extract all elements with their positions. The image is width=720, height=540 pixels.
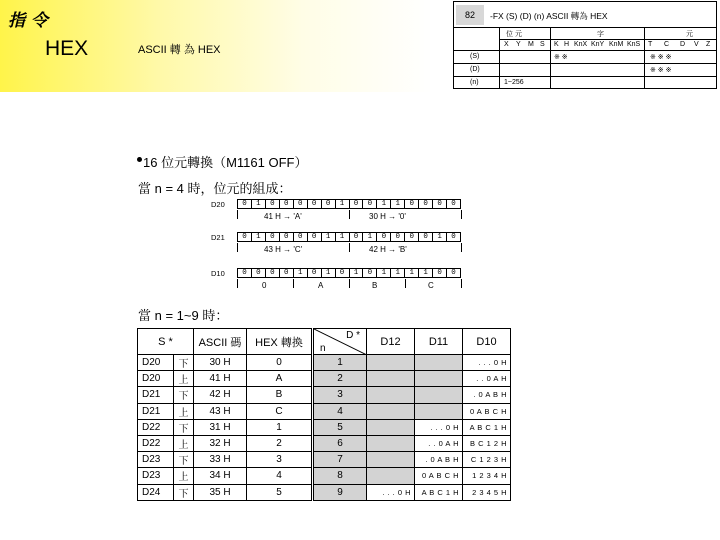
- register-cell: D23: [138, 452, 174, 468]
- spec-col-kny: KnY: [591, 41, 605, 48]
- spec-col-m: M: [528, 41, 534, 48]
- result-table-header: [314, 329, 511, 355]
- ascii-table-row: [138, 484, 312, 500]
- result-table-row: [314, 403, 511, 419]
- nibble-tick: [461, 243, 462, 252]
- d10-cell: 1 2 3 4 H: [463, 468, 511, 484]
- col-s-star: S *: [138, 329, 194, 355]
- nibble-tick: [405, 279, 406, 288]
- spec-row-s: (S): [470, 53, 480, 60]
- d11-cell: [415, 371, 463, 387]
- d11-cell: . . . 0 H: [415, 419, 463, 435]
- bit-cell: 0: [238, 200, 252, 208]
- d10-cell: . . 0 A H: [463, 371, 511, 387]
- ascii-cell: 30 H: [194, 355, 247, 371]
- nibble-tick: [349, 243, 350, 252]
- bit-cell: 0: [451, 269, 456, 277]
- spec-col-c: C: [664, 41, 670, 48]
- spec-group-word: 字: [597, 31, 604, 38]
- n-cell: 2: [314, 371, 367, 387]
- spec-divider: [644, 28, 645, 89]
- register-cell: D21: [138, 403, 174, 419]
- bit-cell: 0: [280, 200, 294, 208]
- bit-cell: 1: [252, 233, 266, 241]
- d10-cell: 0 A B C H: [463, 403, 511, 419]
- bit-cell: 0: [363, 200, 377, 208]
- spec-col-t: T: [648, 41, 653, 48]
- bit-group-note: C: [428, 281, 434, 290]
- n-cell: 7: [314, 452, 367, 468]
- bit-cell: 0: [238, 269, 252, 277]
- col-hex: HEX 轉換: [247, 329, 312, 355]
- hex-cell: 3: [247, 452, 312, 468]
- nibble-tick: [237, 210, 238, 219]
- d10-cell: B C 1 2 H: [463, 435, 511, 451]
- bit-cell: 0: [391, 233, 405, 241]
- byte-pos-cell: 上: [174, 403, 194, 419]
- bit-cell: 0: [322, 200, 336, 208]
- bit-cell: 0: [419, 233, 433, 241]
- byte-pos-cell: 上: [174, 371, 194, 387]
- instruction-label: 指 令: [8, 11, 48, 31]
- bit-cell: 1: [294, 269, 308, 277]
- bit-cell: 0: [308, 269, 322, 277]
- bit-row: [237, 199, 461, 209]
- byte-pos-cell: 上: [174, 435, 194, 451]
- spec-row-d: (D): [470, 66, 480, 73]
- bit-cell: 0: [433, 200, 447, 208]
- d11-cell: A B C 1 H: [415, 484, 463, 500]
- ascii-table-row: [138, 419, 312, 435]
- d10-cell: C 1 2 3 H: [463, 452, 511, 468]
- result-table-row: [314, 371, 511, 387]
- n-label: n: [320, 343, 326, 354]
- bit-cell: 0: [451, 233, 456, 241]
- result-table-row: [314, 355, 511, 371]
- spec-col-k: K: [554, 41, 559, 48]
- spec-col-v: V: [694, 41, 699, 48]
- byte-pos-cell: 下: [174, 419, 194, 435]
- col-ascii: ASCII 碼: [194, 329, 247, 355]
- bit-group-note: 41 H → 'A': [264, 212, 302, 221]
- bit-cell: 0: [363, 269, 377, 277]
- n-cell: 1: [314, 355, 367, 371]
- d11-cell: [415, 403, 463, 419]
- byte-pos-cell: 上: [174, 468, 194, 484]
- bit-cell: 1: [405, 269, 419, 277]
- bit-row-register: D10: [211, 269, 225, 278]
- bit-cell: 1: [336, 233, 350, 241]
- spec-col-h: H: [564, 41, 570, 48]
- spec-group-bit: 位 元: [506, 31, 522, 38]
- bit-cell: 0: [377, 233, 391, 241]
- spec-header-text: -FX (S) (D) (n) ASCII 轉為 HEX: [490, 11, 608, 21]
- bit-cell: 1: [391, 269, 405, 277]
- byte-pos-cell: 下: [174, 484, 194, 500]
- bit-cell: 0: [308, 233, 322, 241]
- result-table-row: [314, 419, 511, 435]
- bit-group-note: 30 H → '0': [369, 212, 406, 221]
- register-cell: D20: [138, 371, 174, 387]
- d11-cell: 0 A B C H: [415, 468, 463, 484]
- result-table: [313, 328, 511, 501]
- bit-cell: 0: [451, 200, 456, 208]
- spec-col-knx: KnX: [574, 41, 588, 48]
- ascii-cell: 42 H: [194, 387, 247, 403]
- bit-group-note: 43 H → 'C': [264, 245, 303, 254]
- d11-cell: [415, 355, 463, 371]
- spec-marks-d-tcd: ※ ※ ※: [650, 67, 672, 74]
- nibble-tick: [349, 210, 350, 219]
- bit-cell: 0: [350, 233, 364, 241]
- d10-cell: 2 3 4 5 H: [463, 484, 511, 500]
- bit-cell: 0: [336, 269, 350, 277]
- col-d12: D12: [367, 329, 415, 355]
- spec-col-d: D: [680, 41, 686, 48]
- bit-group-note: 0: [262, 281, 267, 290]
- spec-header-row: [454, 2, 716, 28]
- mode-bullet: 16 位元轉換（M1161 OFF）: [143, 152, 307, 171]
- bit-cell: 0: [433, 269, 447, 277]
- instruction-description: ASCII 轉 為 HEX: [138, 44, 221, 56]
- result-table-body: [314, 355, 511, 501]
- spec-marks-s-tcd: ※ ※ ※: [650, 54, 672, 61]
- bit-cell: 1: [336, 200, 350, 208]
- byte-pos-cell: 下: [174, 355, 194, 371]
- col-d10: D10: [463, 329, 511, 355]
- ascii-table-row: [138, 403, 312, 419]
- nibble-tick: [237, 243, 238, 252]
- bit-cell: 0: [280, 233, 294, 241]
- hex-cell: B: [247, 387, 312, 403]
- hex-cell: A: [247, 371, 312, 387]
- ascii-cell: 33 H: [194, 452, 247, 468]
- bit-cell: 0: [419, 200, 433, 208]
- ascii-table-header: [138, 329, 312, 355]
- col-d11: D11: [415, 329, 463, 355]
- spec-n-range: 1~256: [504, 79, 524, 86]
- ascii-table-row: [138, 435, 312, 451]
- bit-cell: 1: [363, 233, 377, 241]
- spec-col-y: Y: [516, 41, 521, 48]
- result-table-row: [314, 468, 511, 484]
- result-table-row: [314, 435, 511, 451]
- bit-cell: 0: [405, 200, 419, 208]
- spec-col-z: Z: [706, 41, 711, 48]
- n-cell: 4: [314, 403, 367, 419]
- d11-cell: . 0 A B H: [415, 452, 463, 468]
- hex-cell: C: [247, 403, 312, 419]
- bit-cell: 1: [433, 233, 447, 241]
- byte-pos-cell: 下: [174, 387, 194, 403]
- d12-cell: [367, 371, 415, 387]
- ascii-cell: 32 H: [194, 435, 247, 451]
- bit-cell: 0: [266, 200, 280, 208]
- nibble-tick: [349, 279, 350, 288]
- spec-col-kns: KnS: [627, 41, 641, 48]
- instruction-name: HEX: [45, 37, 89, 60]
- ascii-table-body: [138, 355, 312, 501]
- bit-cell: 1: [322, 233, 336, 241]
- spec-marks-s-kh: ※ ※: [554, 54, 568, 61]
- bit-group-note: 42 H → 'B': [369, 245, 407, 254]
- ascii-cell: 34 H: [194, 468, 247, 484]
- spec-divider: [454, 63, 717, 64]
- ascii-table-row: [138, 452, 312, 468]
- hex-cell: 0: [247, 355, 312, 371]
- ascii-cell: 43 H: [194, 403, 247, 419]
- ascii-table-row: [138, 355, 312, 371]
- bit-cell: 1: [377, 269, 391, 277]
- d11-cell: . . 0 A H: [415, 435, 463, 451]
- d10-cell: . . . 0 H: [463, 355, 511, 371]
- hex-cell: 1: [247, 419, 312, 435]
- nibble-tick: [237, 279, 238, 288]
- ascii-table-row: [138, 387, 312, 403]
- bit-cell: 0: [252, 269, 266, 277]
- nibble-tick: [461, 210, 462, 219]
- bit-cell: 0: [308, 200, 322, 208]
- bit-group-note: A: [318, 281, 324, 290]
- bit-cell: 0: [238, 233, 252, 241]
- spec-divider: [500, 39, 717, 40]
- d12-cell: [367, 435, 415, 451]
- bit-cell: 0: [350, 200, 364, 208]
- operand-spec-box: [453, 1, 717, 89]
- spec-divider: [454, 50, 717, 51]
- bit-cell: 0: [280, 269, 294, 277]
- dstar-label: D *: [346, 330, 360, 341]
- bit-group-note: B: [372, 281, 378, 290]
- n-cell: 6: [314, 435, 367, 451]
- spec-divider: [454, 76, 717, 77]
- spec-col-s: S: [540, 41, 545, 48]
- spec-col-knm: KnM: [609, 41, 624, 48]
- d10-cell: . 0 A B H: [463, 387, 511, 403]
- register-cell: D23: [138, 468, 174, 484]
- d12-cell: [367, 452, 415, 468]
- d12-cell: [367, 387, 415, 403]
- d11-cell: [415, 387, 463, 403]
- register-cell: D22: [138, 419, 174, 435]
- d12-cell: [367, 403, 415, 419]
- hex-cell: 2: [247, 435, 312, 451]
- hex-cell: 4: [247, 468, 312, 484]
- n-cell: 3: [314, 387, 367, 403]
- bit-cell: 1: [391, 200, 405, 208]
- register-cell: D20: [138, 355, 174, 371]
- bit-cell: 0: [294, 200, 308, 208]
- spec-divider: [550, 28, 551, 89]
- bit-cell: 0: [294, 233, 308, 241]
- heading-n-1-to-9: 當 n = 1~9 時：: [138, 308, 229, 323]
- ascii-cell: 31 H: [194, 419, 247, 435]
- nibble-tick: [461, 279, 462, 288]
- bit-cell: 0: [405, 233, 419, 241]
- bit-cell: 1: [252, 200, 266, 208]
- register-cell: D24: [138, 484, 174, 500]
- bit-cell: 0: [266, 269, 280, 277]
- result-table-row: [314, 452, 511, 468]
- bit-cell: 1: [419, 269, 433, 277]
- bit-row-register: D20: [211, 200, 225, 209]
- d12-cell: [367, 468, 415, 484]
- n-cell: 8: [314, 468, 367, 484]
- d12-cell: [367, 419, 415, 435]
- register-cell: D21: [138, 387, 174, 403]
- register-cell: D22: [138, 435, 174, 451]
- ascii-table-row: [138, 468, 312, 484]
- heading-n-equals-4: 當 n = 4 時，位元的組成：: [138, 181, 292, 196]
- spec-row-n: (n): [470, 79, 479, 86]
- header-band: [0, 0, 720, 92]
- result-table-row: [314, 484, 511, 500]
- bit-cell: 0: [266, 233, 280, 241]
- bit-row: [237, 232, 461, 242]
- spec-col-x: X: [504, 41, 509, 48]
- d12-cell: . . . 0 H: [367, 484, 415, 500]
- result-table-row: [314, 387, 511, 403]
- ascii-table: [137, 328, 312, 501]
- bit-row-register: D21: [211, 233, 225, 242]
- bit-cell: 1: [322, 269, 336, 277]
- spec-group-elem: 元: [686, 31, 693, 38]
- d10-cell: A B C 1 H: [463, 419, 511, 435]
- d12-cell: [367, 355, 415, 371]
- n-cell: 9: [314, 484, 367, 500]
- bit-cell: 1: [377, 200, 391, 208]
- ascii-table-row: [138, 371, 312, 387]
- bit-cell: 1: [350, 269, 364, 277]
- hex-cell: 5: [247, 484, 312, 500]
- bit-row: [237, 268, 461, 278]
- ascii-cell: 41 H: [194, 371, 247, 387]
- ascii-cell: 35 H: [194, 484, 247, 500]
- col-dstar-n: [314, 329, 367, 355]
- nibble-tick: [293, 279, 294, 288]
- byte-pos-cell: 下: [174, 452, 194, 468]
- n-cell: 5: [314, 419, 367, 435]
- api-number: 82: [456, 5, 484, 25]
